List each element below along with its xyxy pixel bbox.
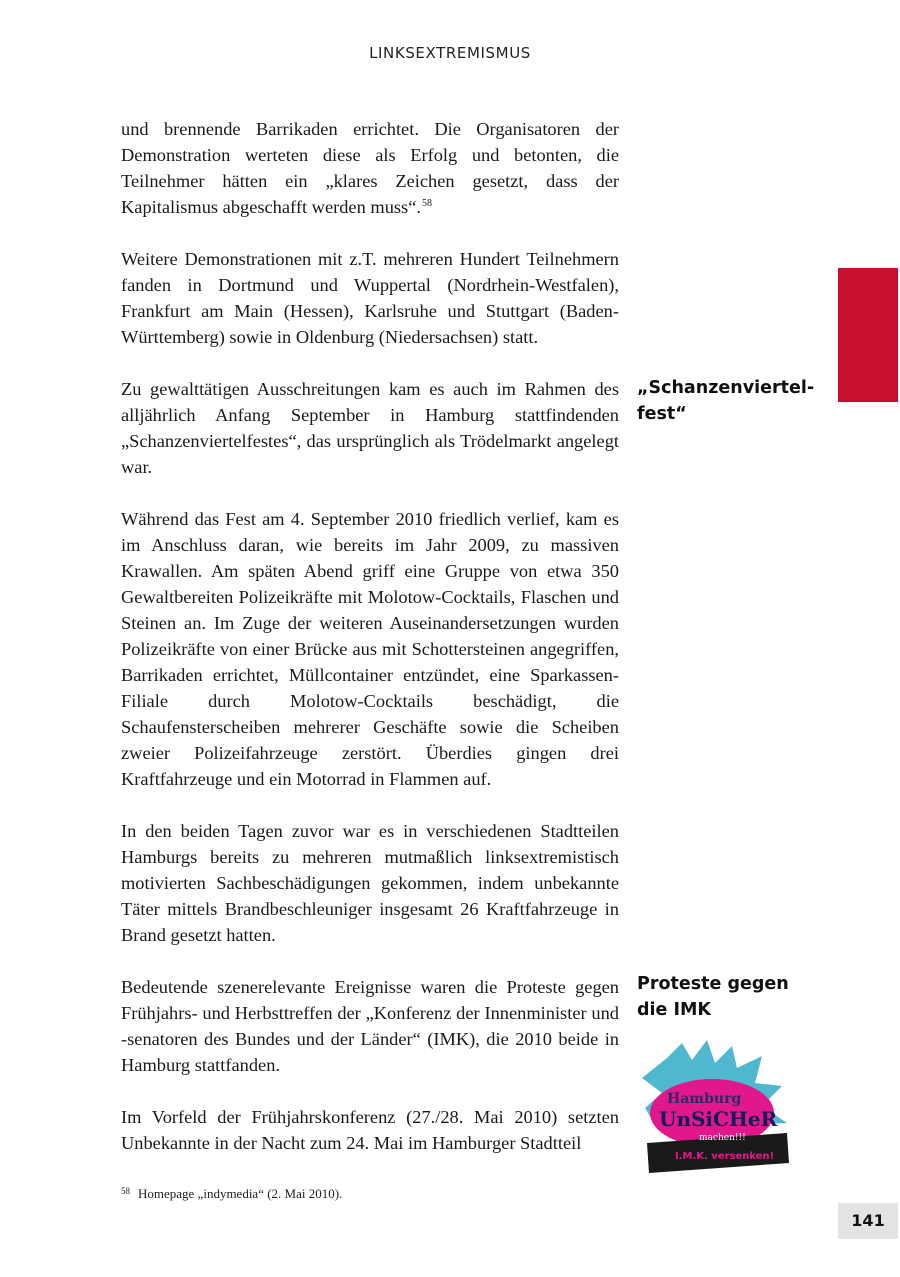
logo-line1: Hamburg	[667, 1091, 742, 1107]
logo-line2: UnSiCHeR	[659, 1107, 778, 1131]
paragraph-1	[121, 116, 619, 220]
sidebar-heading-schanzenviertelfest: „Schanzenviertel-fest“	[637, 378, 815, 424]
footnote-ref[interactable]: 58	[421, 198, 432, 209]
chapter-marker-tab	[838, 268, 898, 402]
page-number: 141	[838, 1203, 898, 1239]
running-head: LINKSEXTREMISMUS	[369, 44, 531, 62]
footnote-text: Homepage „indymedia“ (2. Mai 2010).	[138, 1186, 343, 1201]
logo-banner: I.M.K. versenken!	[675, 1151, 775, 1162]
footnote-number: 58	[121, 1186, 130, 1196]
hamburg-unsicher-logo	[637, 1038, 797, 1183]
footnote	[121, 1186, 342, 1202]
main-text-column	[121, 116, 619, 1182]
logo-line3: machen!!!	[699, 1133, 746, 1143]
sidebar-heading-imk: Proteste gegen die IMK	[637, 974, 789, 1020]
paragraph-1-text: und brennende Barrikaden errichtet. Die Organisatoren der Demonstration werteten diese als Erfolg und betonten, die Teilnehmer hätten ein „klares Zeichen gesetzt, dass der Kapitalismus abgeschafft werden muss“.	[121, 119, 619, 217]
paragraph-3: Zu gewalttätigen Ausschreitungen kam es auch im Rahmen des alljährlich Anfang September in Hamburg stattfindenden „Schanzenviertelfestes“, das ursprünglich als Trödelmarkt angelegt war.	[121, 379, 619, 477]
paragraph-7: Im Vorfeld der Frühjahrskonferenz (27./28. Mai 2010) setzten Unbekannte in der Nacht zum 24. Mai im Hamburger Stadtteil	[121, 1107, 619, 1153]
paragraph-2: Weitere Demonstrationen mit z.T. mehreren Hundert Teilnehmern fanden in Dortmund und Wuppertal (Nordrhein-Westfalen), Frankfurt am Main (Hessen), Karlsruhe und Stuttgart (Baden-Württemberg) sowie in Oldenburg (Niedersachsen) statt.	[121, 249, 619, 347]
paragraph-5: In den beiden Tagen zuvor war es in verschiedenen Stadtteilen Hamburgs bereits zu mehreren mutmaßlich linksextremistisch motivierten Sachbeschädigungen gekommen, indem unbekannte Täter mittels Brandbeschleuniger insgesamt 26 Kraftfahrzeuge in Brand gesetzt hatten.	[121, 821, 619, 945]
paragraph-4: Während das Fest am 4. September 2010 friedlich verlief, kam es im Anschluss daran, wie bereits im Jahr 2009, zu massiven Krawallen. Am späten Abend griff eine Gruppe von etwa 350 Gewaltbereiten Polizeikräfte mit Molotow-Cocktails, Flaschen und Steinen an. Im Zuge der weiteren Auseinandersetzungen wurden Polizeikräfte von einer Brücke aus mit Schottersteinen angegriffen, Barrikaden errichtet, Müllcontainer entzündet, eine Sparkassen-Filiale durch Molotow-Cocktails beschädigt, die Schaufensterscheiben mehrerer Geschäfte sowie die Scheiben zweier Polizeifahrzeuge zerstört. Überdies gingen drei Kraftfahrzeuge und ein Motorrad in Flammen auf.	[121, 509, 619, 789]
paragraph-6: Bedeutende szenerelevante Ereignisse waren die Proteste gegen Frühjahrs- und Herbsttreffen der „Konferenz der Innenminister und -senatoren des Bundes und der Länder“ (IMK), die 2010 beide in Hamburg stattfanden.	[121, 977, 619, 1075]
